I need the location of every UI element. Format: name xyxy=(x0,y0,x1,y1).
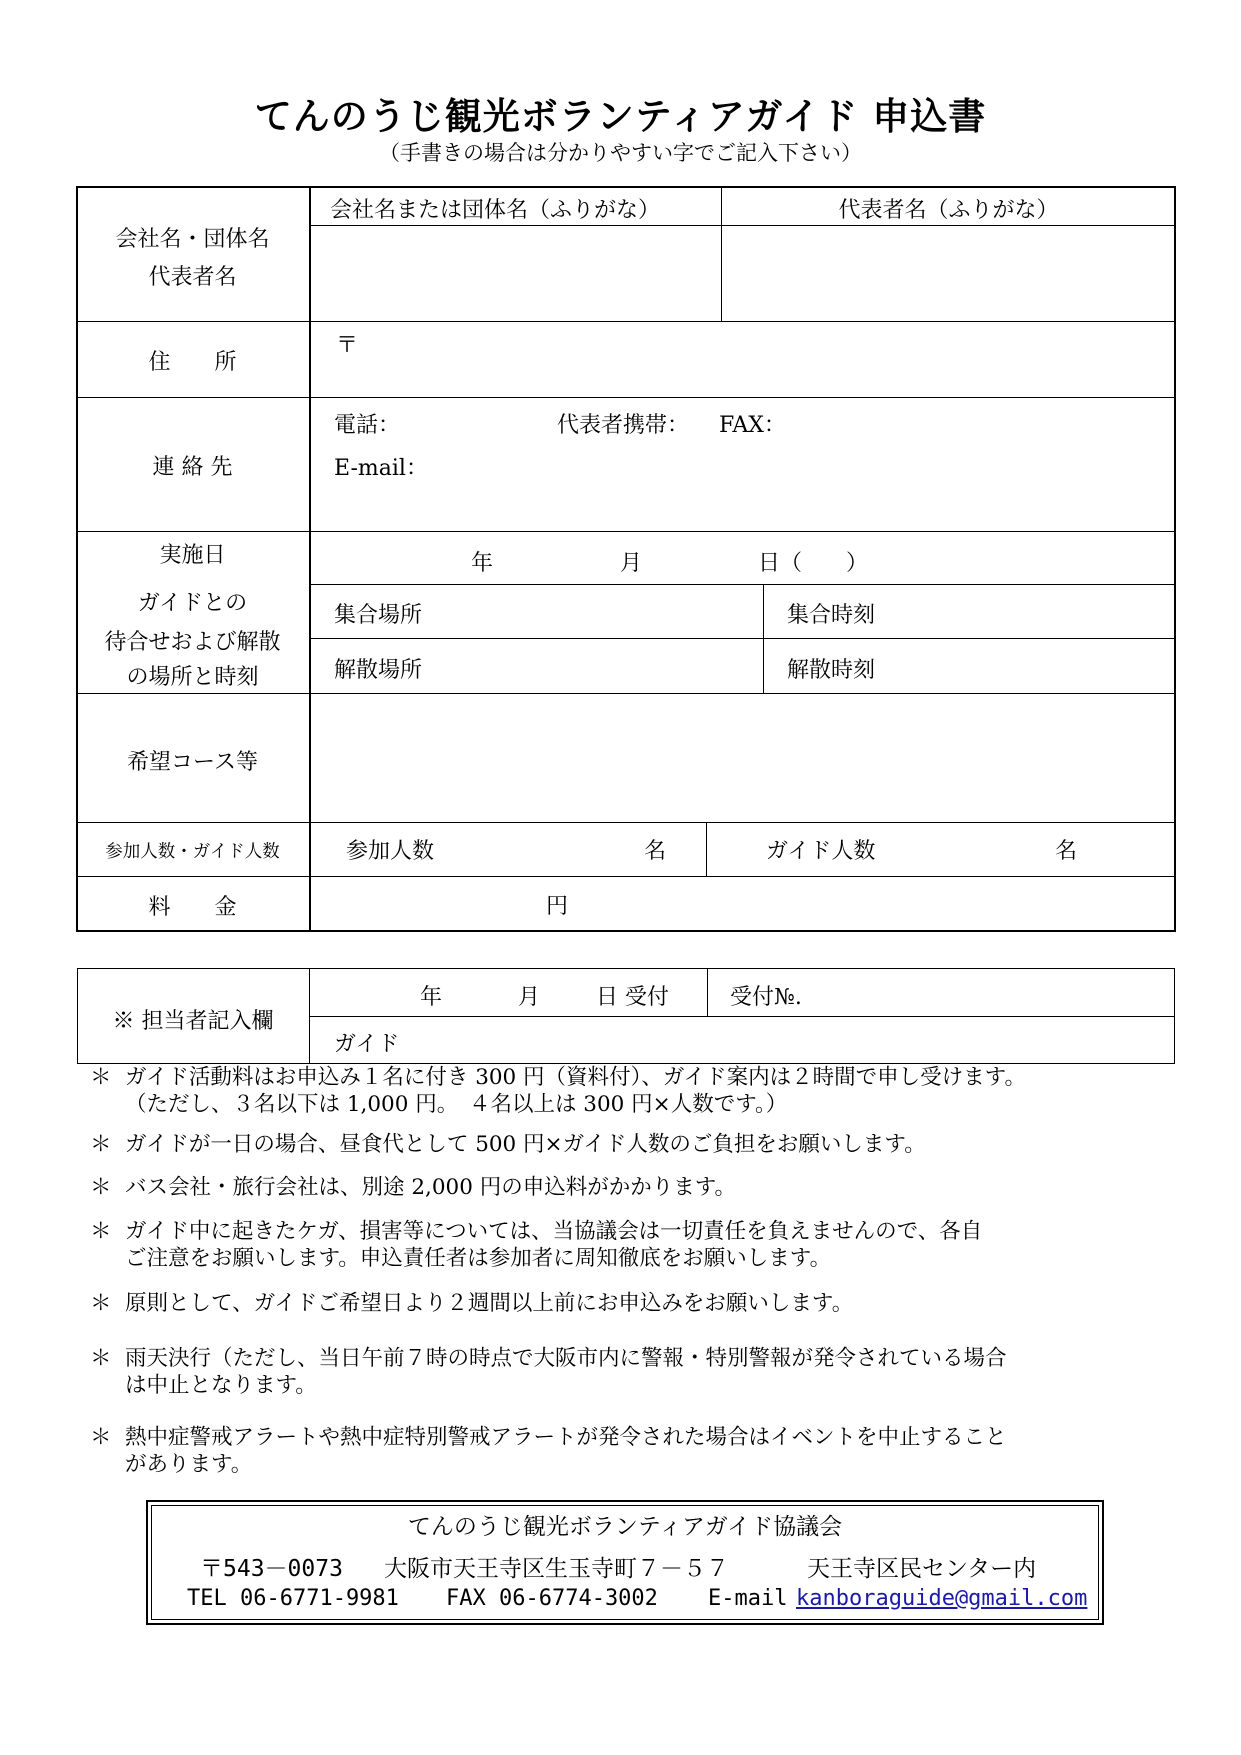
fax-label: FAX： xyxy=(719,413,786,438)
org-name-column: 会社名または団体名（ふりがな） xyxy=(330,198,661,223)
org-name-field[interactable] xyxy=(312,228,719,319)
guides-label: ガイド人数 xyxy=(766,839,876,864)
staff-month: 月 xyxy=(518,985,541,1010)
staff-receipt-no: 受付№. xyxy=(730,985,802,1010)
address-field[interactable] xyxy=(312,324,1174,395)
footer-building: 天王寺区民センター内 xyxy=(807,1556,1037,1582)
guides-field[interactable] xyxy=(895,825,1050,874)
staff-day-received: 日 受付 xyxy=(596,985,669,1010)
footer-email-link[interactable]: kanboraguide@gmail.com xyxy=(796,1586,1088,1611)
footer-email-label: E-mail xyxy=(708,1586,788,1611)
page-title: てんのうじ観光ボランティアガイド 申込書 xyxy=(254,95,987,138)
fee-label: 料 金 xyxy=(148,895,237,920)
address-label: 住 所 xyxy=(148,350,237,375)
course-field[interactable] xyxy=(312,696,1174,820)
dismiss-time-field[interactable] xyxy=(766,641,1174,691)
date-year-label: 年 xyxy=(471,551,494,576)
participants-unit: 名 xyxy=(644,839,667,864)
date-field[interactable] xyxy=(312,534,1174,582)
footer-tel: TEL 06-6771-9981 xyxy=(187,1586,399,1611)
people-label: 参加人数・ガイド人数 xyxy=(105,842,280,862)
course-label: 希望コース等 xyxy=(127,750,258,775)
meet-time-label: 集合時刻 xyxy=(787,603,876,628)
phone-label: 電話： xyxy=(334,413,401,438)
email-label: E-mail： xyxy=(334,456,428,481)
footer-org-name: てんのうじ観光ボランティアガイド協議会 xyxy=(407,1514,843,1540)
mobile-label: 代表者携帯： xyxy=(557,413,690,438)
representative-label: 代表者名 xyxy=(148,265,237,290)
footer-address: 大阪市天王寺区生玉寺町７－５７ xyxy=(384,1556,729,1582)
meet-time-field[interactable] xyxy=(766,587,1174,636)
footer-postal: 〒543－0073 xyxy=(200,1556,343,1582)
participants-label: 参加人数 xyxy=(346,839,435,864)
footer-fax: FAX 06-6774-3002 xyxy=(446,1586,658,1611)
page-subtitle: （手書きの場合は分かりやすい字でご記入下さい） xyxy=(379,141,862,165)
staff-year: 年 xyxy=(420,985,443,1010)
representative-field[interactable] xyxy=(724,228,1174,319)
org-label: 会社名・団体名 xyxy=(115,227,270,252)
date-label: 実施日 xyxy=(159,543,226,568)
dismiss-time-label: 解散時刻 xyxy=(787,658,876,683)
contact-label: 連 絡 先 xyxy=(152,455,233,480)
fee-field[interactable] xyxy=(312,879,542,929)
representative-column: 代表者名（ふりがな） xyxy=(838,198,1059,223)
dismiss-place-label: 解散場所 xyxy=(334,658,423,683)
participants-field[interactable] xyxy=(450,825,640,874)
meet-label-line3: の場所と時刻 xyxy=(126,665,259,690)
date-month-label: 月 xyxy=(620,551,643,576)
meet-label-line1: ガイドとの xyxy=(137,591,248,616)
date-day-label: 日（ ） xyxy=(758,551,869,576)
staff-label: ※ 担当者記入欄 xyxy=(112,1009,274,1034)
meet-place-label: 集合場所 xyxy=(334,603,423,628)
meet-place-field[interactable] xyxy=(312,587,761,636)
fee-unit: 円 xyxy=(546,894,569,919)
meet-label-line2: 待合せおよび解散 xyxy=(104,630,281,655)
postal-mark: 〒 xyxy=(336,333,359,358)
dismiss-place-field[interactable] xyxy=(312,641,761,691)
guides-unit: 名 xyxy=(1055,839,1078,864)
staff-guide: ガイド xyxy=(334,1032,400,1057)
